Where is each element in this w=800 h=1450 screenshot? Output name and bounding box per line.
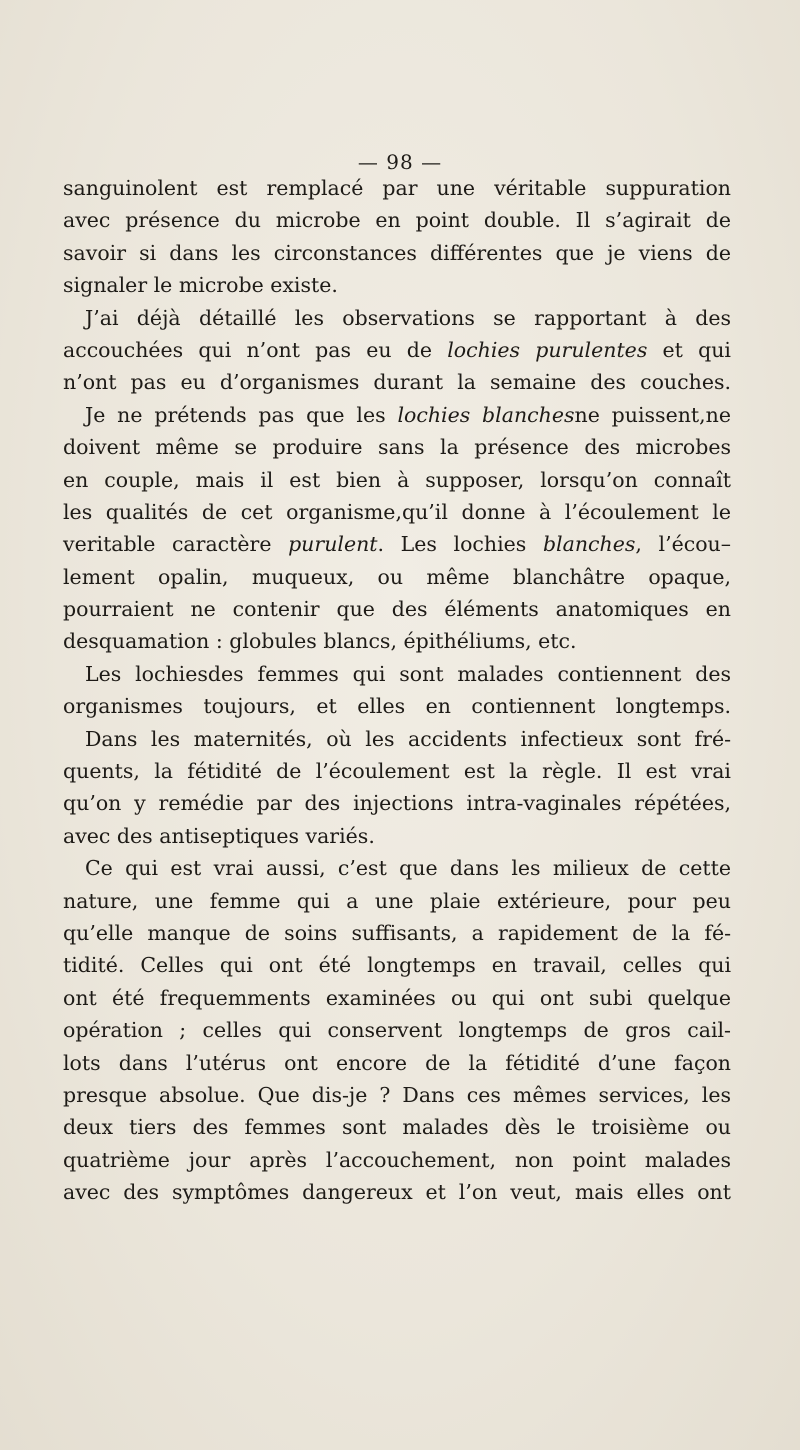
text-line: savoir si dans les circonstances différentes que je viens de — [63, 240, 731, 265]
text-line: Ce qui est vrai aussi, c’est que dans les milieux de cette — [85, 856, 731, 881]
text-line: les qualités de cet organisme,qu’il donne à l’écoulement le — [63, 499, 731, 524]
text-line: accouchées qui n’ont pas eu de lochies purulentes et qui — [63, 337, 731, 362]
text-line: J’ai déjà détaillé les observations se rapportant à des — [85, 305, 731, 330]
text-line: tidité. Celles qui ont été longtemps en travail, celles qui — [63, 953, 731, 978]
text-line: ont été frequemments examinées ou qui ont subi quelque — [63, 985, 731, 1010]
text-line: quents, la fétidité de l’écoulement est la règle. Il est vrai — [63, 759, 731, 784]
page-number: — 98 — — [357, 150, 443, 174]
text-line: pourraient ne contenir que des éléments anatomiques en — [63, 597, 731, 622]
text-line: deux tiers des femmes sont malades dès le troisième ou — [63, 1115, 731, 1140]
text-line: signaler le microbe existe. — [63, 273, 338, 298]
text-line: desquamation : globules blancs, épithéliums, etc. — [63, 629, 577, 654]
text-line: avec des antiseptiques variés. — [63, 823, 375, 848]
text-line: doivent même se produire sans la présence des microbes — [63, 435, 731, 460]
text-line: nature, une femme qui a une plaie extérieure, pour peu — [63, 888, 731, 913]
text-line: Je ne prétends pas que les lochies blanchesne puissent,ne — [85, 402, 732, 427]
text-line: lement opalin, muqueux, ou même blanchâtre opaque, — [63, 564, 731, 589]
text-line: veritable caractère purulent. Les lochies blanches, l’écou– — [63, 532, 731, 557]
text-line: qu’on y remédie par des injections intra-vaginales répétées, — [63, 791, 731, 816]
text-line: avec des symptômes dangereux et l’on veut, mais elles ont — [63, 1180, 731, 1205]
text-line: opération ; celles qui conservent longtemps de gros cail- — [63, 1018, 731, 1043]
text-line: avec présence du microbe en point double. Il s’agirait de — [63, 208, 731, 233]
body-text — [63, 172, 731, 1209]
text-line: en couple, mais il est bien à supposer, lorsqu’on connaît — [63, 467, 731, 492]
text-line: organismes toujours, et elles en contiennent longtemps. — [63, 694, 731, 719]
text-line: qu’elle manque de soins suffisants, a rapidement de la fé- — [63, 920, 731, 945]
text-line: Dans les maternités, où les accidents infectieux sont fré- — [85, 726, 731, 751]
text-line: quatrième jour après l’accouchement, non point malades — [63, 1147, 731, 1172]
text-line: sanguinolent est remplacé par une véritable suppuration — [63, 176, 731, 200]
text-line: lots dans l’utérus ont encore de la fétidité d’une façon — [63, 1050, 731, 1075]
text-line: presque absolue. Que dis-je ? Dans ces mêmes services, les — [63, 1082, 731, 1107]
text-line: Les lochiesdes femmes qui sont malades contiennent des — [85, 661, 731, 686]
text-line: n’ont pas eu d’organismes durant la semaine des couches. — [63, 370, 731, 395]
